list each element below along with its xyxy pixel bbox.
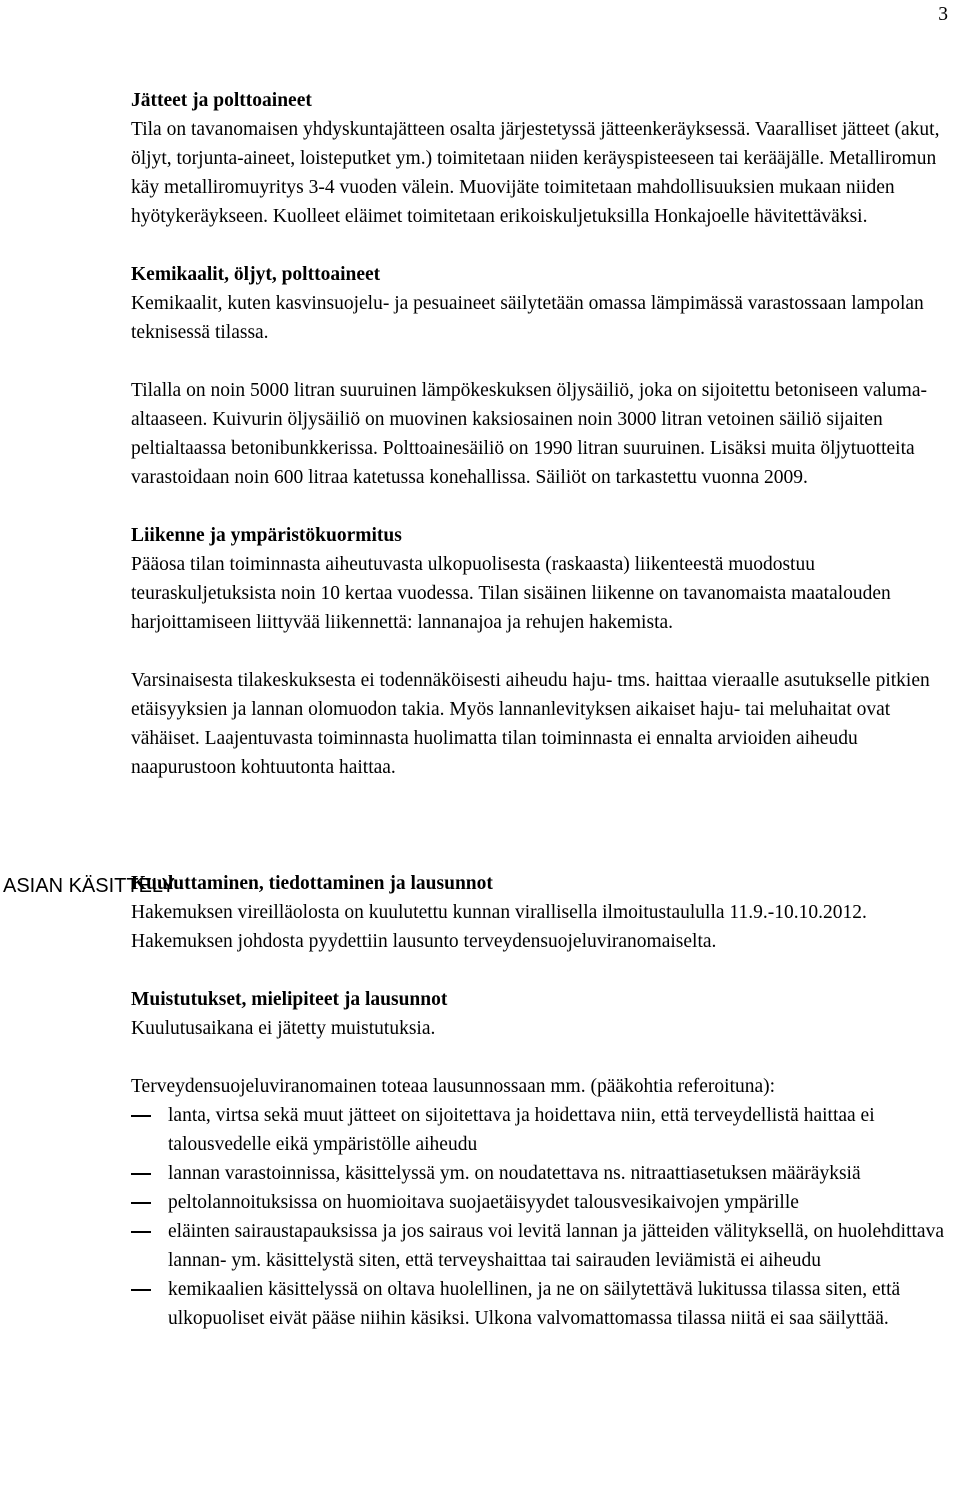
list-item: lannan varastoinnissa, käsittelyssä ym. on noudatettava ns. nitraattiasetuksen määräyksiä	[131, 1159, 957, 1188]
section-heading: Jätteet ja polttoaineet	[131, 90, 312, 111]
section-heading: Liikenne ja ympäristökuormitus	[131, 525, 402, 546]
section-kuuluttaminen	[131, 869, 957, 956]
list-item: lanta, virtsa sekä muut jätteet on sijoitettava ja hoidettava niin, että terveydellistä haittaa ei talousvedelle eikä ympäristölle aiheudu	[131, 1101, 957, 1159]
paragraph: Kuulutusaikana ei jätetty muistutuksia.	[131, 1018, 436, 1039]
list-item: peltolannoituksissa on huomioitava suojaetäisyydet talousvesikaivojen ympärille	[131, 1188, 957, 1217]
section-heading: Kuuluttaminen, tiedottaminen ja lausunnot	[131, 873, 493, 894]
section-liikenne	[131, 521, 957, 782]
paragraph: Kemikaalit, kuten kasvinsuojelu- ja pesuaineet säilytetään omassa lämpimässä varastossaan lampolan teknisessä tilassa.	[131, 293, 924, 343]
paragraph: Hakemuksen vireilläolosta on kuulutettu kunnan virallisella ilmoitustaululla 11.9.-10.10.2012. Hakemuksen johdosta pyydettiin lausunto terveydensuojeluviranomaiselta.	[131, 902, 867, 952]
section-heading: Muistutukset, mielipiteet ja lausunnot	[131, 989, 448, 1010]
section-muistutukset	[131, 985, 957, 1333]
section-kemikaalit	[131, 260, 957, 492]
list-item: eläinten sairaustapauksissa ja jos sairaus voi levitä lannan ja jätteiden välityksellä, on huolehdittava lannan- ym. käsittelystä siten, että terveyshaittaa tai sairauden leviämistä ei aiheudu	[131, 1217, 957, 1275]
spacer	[131, 811, 957, 869]
statement-list	[131, 1101, 957, 1333]
paragraph: Terveydensuojeluviranomainen toteaa lausunnossaan mm. (pääkohtia referoituna):	[131, 1076, 776, 1097]
page-number: 3	[938, 4, 948, 25]
margin-heading: ASIAN KÄSITTELY	[3, 875, 175, 897]
list-item: kemikaalien käsittelyssä on oltava huolellinen, ja ne on säilytettävä lukitussa tilassa siten, että ulkopuoliset eivät pääse niihin käsiksi. Ulkona valvomattomassa tilassa niitä ei saa säilyttää.	[131, 1275, 957, 1333]
paragraph: Tilalla on noin 5000 litran suuruinen lämpökeskuksen öljysäiliö, joka on sijoitettu betoniseen valuma-altaaseen. Kuivurin öljysäiliö on muovinen kaksiosainen noin 3000 litran vetoinen säiliö sijaiten peltialtaassa betonibunkkerissa. Polttoainesäiliö on 1990 litran suuruinen. Lisäksi muita öljytuotteita varastoidaan noin 600 litraa katetussa konehallissa. Säiliöt on tarkastettu vuonna 2009.	[131, 380, 927, 488]
document-body	[131, 86, 957, 1362]
paragraph: Varsinaisesta tilakeskuksesta ei todennäköisesti aiheudu haju- tms. haittaa vieraalle asutukselle pitkien etäisyyksien ja lannan olomuodon takia. Myös lannanlevityksen aikaiset haju- tai meluhaitat ovat vähäiset. Laajentuvasta toiminnasta huolimatta tilan toiminnasta ei ennalta arvioiden aiheudu naapurustoon kohtuutonta haittaa.	[131, 670, 930, 778]
paragraph: Tila on tavanomaisen yhdyskuntajätteen osalta järjestetyssä jätteenkeräyksessä. Vaaralliset jätteet (akut, öljyt, torjunta-aineet, loisteputket ym.) toimitetaan niiden keräyspisteeseen tai kerääjälle. Metalliromun käy metalliromuyritys 3-4 vuoden välein. Muovijäte toimitetaan mahdollisuuksien mukaan niiden hyötykeräykseen. Kuolleet eläimet toimitetaan erikoiskuljetuksilla Honkajoelle hävitettäväksi.	[131, 119, 940, 227]
section-jatteet	[131, 86, 957, 231]
section-heading: Kemikaalit, öljyt, polttoaineet	[131, 264, 381, 285]
paragraph: Pääosa tilan toiminnasta aiheutuvasta ulkopuolisesta (raskaasta) liikenteestä muodostuu teuraskuljetuksista noin 10 kertaa vuodessa. Tilan sisäinen liikenne on tavanomaista maatalouden harjoittamiseen liittyvää liikennettä: lannanajoa ja rehujen hakemista.	[131, 554, 891, 633]
